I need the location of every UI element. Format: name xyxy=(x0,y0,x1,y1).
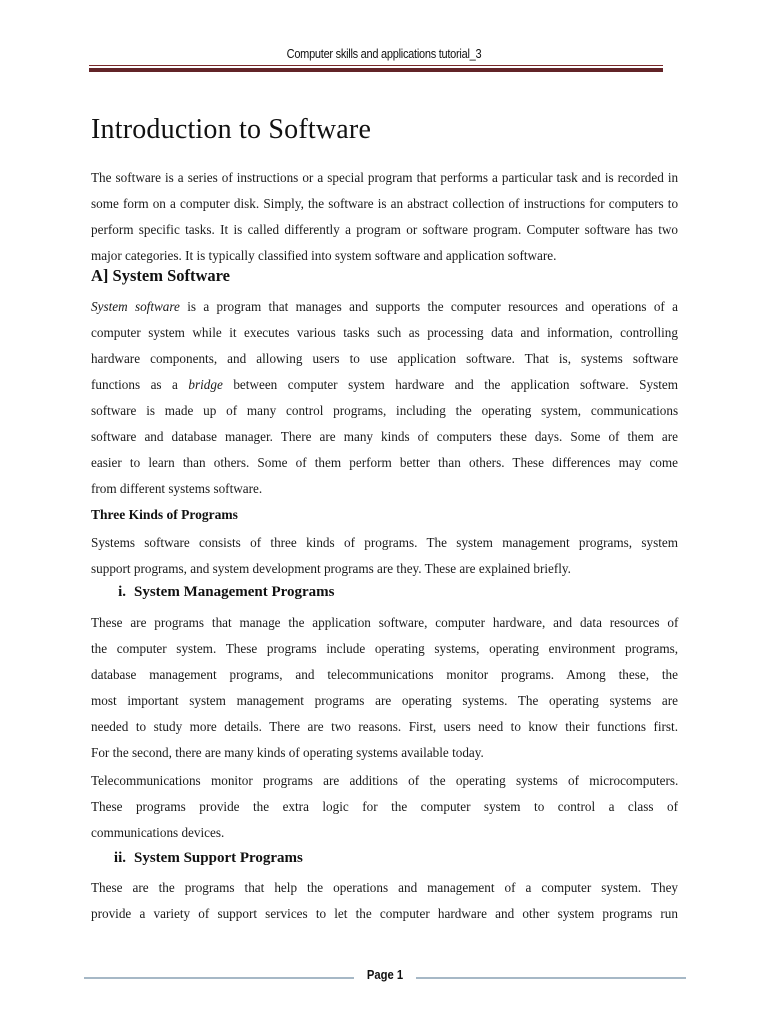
support-paragraph xyxy=(91,875,678,927)
page-title: Introduction to Software xyxy=(91,114,372,145)
intro-line: perform specific tasks. It is called differently a program or software program. Computer software has two xyxy=(91,222,678,237)
management-line: most important system management programs are operating systems. The operating systems are xyxy=(91,693,678,708)
intro-line: major categories. It is typically classified into system software and application software. xyxy=(91,248,557,263)
telecom-line: Telecommunications monitor programs are additions of the operating systems of microcomputers. xyxy=(91,773,679,788)
system-software-paragraph xyxy=(91,294,678,502)
system-software-line: easier to learn than others. Some of them perform better than others. These differences may come xyxy=(91,455,679,470)
intro-line: some form on a computer disk. Simply, the software is an abstract collection of instructions for computers to xyxy=(91,196,679,211)
header-rule-thick xyxy=(89,68,663,72)
system-software-line xyxy=(91,294,678,320)
intro-paragraph xyxy=(91,165,678,269)
italic-term-bridge: bridge xyxy=(188,377,223,392)
support-line: provide a variety of support services to let the computer hardware and other system programs run xyxy=(91,906,678,921)
italic-term-system-software: System software xyxy=(91,299,180,314)
list-heading-system-support xyxy=(96,850,303,867)
footer-rule-left xyxy=(84,977,354,979)
intro-line: The software is a series of instructions or a special program that performs a particular task and is recorded in xyxy=(91,170,679,185)
list-heading-system-management xyxy=(96,584,335,601)
list-heading-text: System Support Programs xyxy=(134,850,303,866)
running-header-title: Computer skills and applications tutorial_3 xyxy=(286,47,482,61)
header-rule xyxy=(89,65,663,73)
three-kinds-paragraph xyxy=(91,530,678,582)
line-text: is a program that manages and supports the computer resources and operations of a xyxy=(179,299,678,314)
management-line: needed to study more details. There are two reasons. First, users need to know their functions first. xyxy=(91,719,678,734)
list-number: i. xyxy=(118,584,126,600)
system-software-line: software is made up of many control programs, including the operating system, communications xyxy=(91,403,679,418)
line-text: functions as a xyxy=(91,377,189,392)
system-software-line: hardware components, and allowing users to use application software. That is, systems software xyxy=(91,351,679,366)
line-text: between computer system hardware and the application software. System xyxy=(222,377,678,392)
management-paragraph xyxy=(91,610,678,766)
telecom-line: communications devices. xyxy=(91,825,225,840)
header-rule-thin xyxy=(89,65,663,66)
page-footer xyxy=(84,968,684,988)
list-heading-text: System Management Programs xyxy=(134,584,335,600)
system-software-line: software and database manager. There are many kinds of computers these days. Some of them are xyxy=(91,429,678,444)
list-number: ii. xyxy=(113,850,126,866)
section-heading-system-software: A] System Software xyxy=(91,266,231,285)
management-line: database management programs, and telecommunications monitor programs. Among these, the xyxy=(91,667,678,682)
three-kinds-line: Systems software consists of three kinds of programs. The system management programs, system xyxy=(91,535,678,550)
telecom-paragraph xyxy=(91,768,678,846)
page-number: Page 1 xyxy=(366,968,404,982)
management-line: the computer system. These programs include operating systems, operating environment programs, xyxy=(91,641,679,656)
system-software-line: from different systems software. xyxy=(91,481,263,496)
system-software-line: computer system while it executes various tasks such as processing data and information, controlling xyxy=(91,325,678,340)
management-line: These are programs that manage the application software, computer hardware, and data resources of xyxy=(91,615,679,630)
support-line: These are the programs that help the operations and management of a computer system. They xyxy=(91,880,679,895)
system-software-line xyxy=(91,372,678,398)
sub-heading-three-kinds: Three Kinds of Programs xyxy=(91,507,238,522)
footer-rule-right xyxy=(416,977,686,979)
management-line: For the second, there are many kinds of operating systems available today. xyxy=(91,745,484,760)
three-kinds-line: support programs, and system development programs are they. These are explained briefly. xyxy=(91,561,571,576)
telecom-line: These programs provide the extra logic for the computer system to control a class of xyxy=(91,799,678,814)
